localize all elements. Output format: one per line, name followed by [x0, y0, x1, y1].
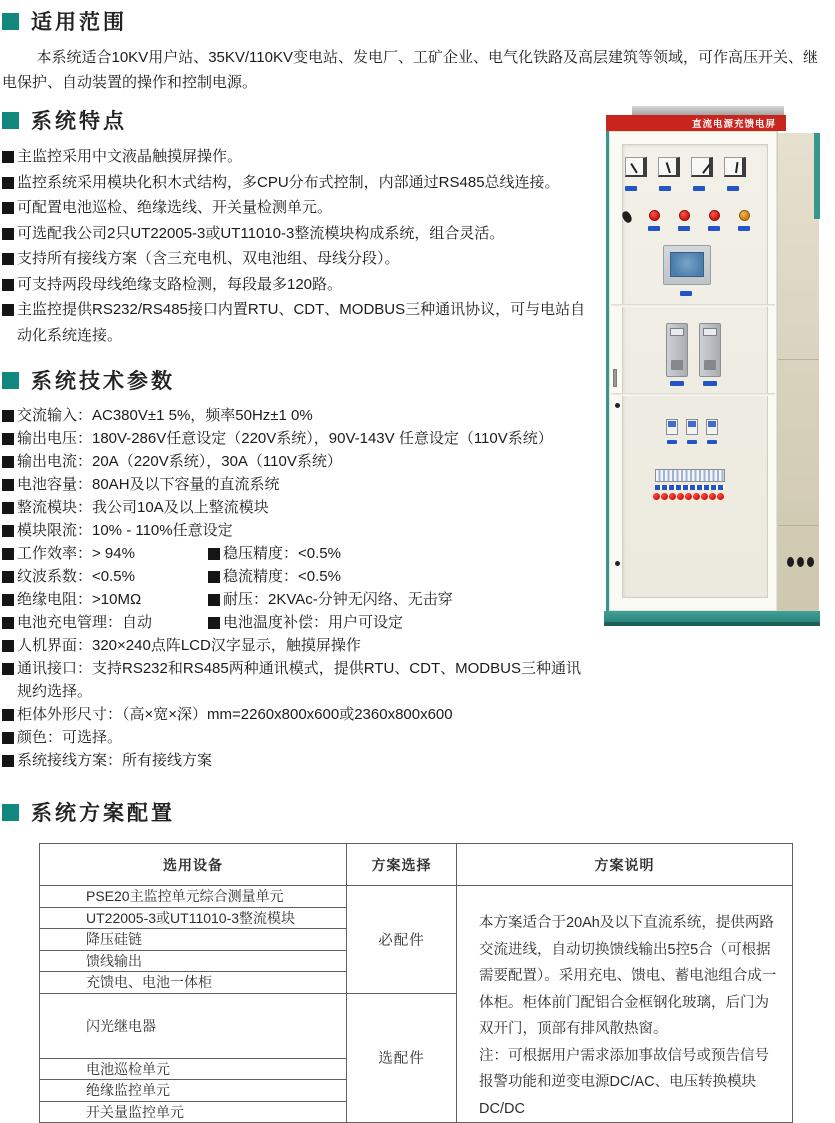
section-features-header — [2, 105, 592, 135]
config-table — [39, 843, 793, 1123]
module-labels — [670, 381, 717, 386]
spec-row: 柜体外形尺寸：（高×宽×深）mm=2260x800x600或2360x800x600 — [2, 703, 592, 726]
section-marker-icon — [2, 804, 19, 821]
section-specs-title: 系统技术参数 — [31, 370, 175, 393]
indicator-lamp — [701, 493, 708, 500]
bullet-square-icon — [2, 663, 14, 675]
spec-row: 模块限流：10% - 110%任意设定 — [2, 519, 592, 542]
spec-row: 交流输入：AC380V±1 5%，频率50Hz±1 0% — [2, 404, 592, 427]
section-marker-icon — [2, 372, 19, 389]
indicator-button-red — [679, 210, 690, 221]
door-handle — [613, 369, 617, 387]
cabinet-image — [592, 105, 835, 647]
bullet-square-icon — [2, 433, 14, 445]
indicator-lamp — [717, 493, 724, 500]
cabinet-banner-text: 直流电源充馈电屏 — [691, 119, 776, 130]
feature-item: 支持所有接线方案（含三充电机、双电池组、母线分段）。 — [2, 246, 592, 272]
device-cell: 充馈电、电池一体柜 — [40, 972, 347, 994]
middle-columns — [2, 105, 823, 772]
spec-row: 纹波系数：<0.5% 稳流精度：<0.5% — [2, 565, 592, 588]
spec-row: 输出电压：180V-286V任意设定（220V系统），90V-143V 任意设定（110V系统） — [2, 427, 592, 450]
spec-row: 输出电流：20A（220V系统），30A（110V系统） — [2, 450, 592, 473]
indicator-lamp — [653, 493, 660, 500]
bullet-square-icon — [2, 304, 14, 316]
device-cell: PSE20主监控单元综合测量单元 — [40, 886, 347, 908]
bullet-square-icon — [2, 228, 14, 240]
description-cell — [457, 886, 793, 1123]
bullet-square-icon — [2, 456, 14, 468]
breaker-strip — [655, 469, 725, 482]
device-cell: 降压硅链 — [40, 929, 347, 951]
device-cell: 电池巡检单元 — [40, 1058, 347, 1080]
feature-item: 监控系统采用模块化积木式结构，多CPU分布式控制，内部通过RS485总线连接。 — [2, 170, 592, 196]
label-strip — [727, 186, 739, 191]
section-config-header — [2, 797, 823, 827]
circuit-breaker — [686, 419, 698, 435]
section-scope-title: 适用范围 — [31, 11, 127, 34]
breaker-strip-labels — [655, 485, 725, 490]
bullet-square-icon — [2, 177, 14, 189]
spec-row: 通讯接口：支持RS232和RS485两种通讯模式，提供RTU、CDT、MODBUS三种通讯规约选择。 — [2, 657, 592, 703]
label-strip — [667, 440, 677, 444]
spec-row: 绝缘电阻：>10MΩ 耐压：2KVAc-分钟无闪络、无击穿 — [2, 588, 592, 611]
bullet-square-icon — [2, 548, 14, 560]
indicator-button-red — [709, 210, 720, 221]
side-seam — [778, 359, 819, 360]
device-cell: UT22005-3或UT11010-3整流模块 — [40, 907, 347, 929]
indicator-lamp — [669, 493, 676, 500]
bullet-square-icon — [2, 571, 14, 583]
table-header-row — [40, 844, 793, 886]
group-cell-required: 必配件 — [347, 886, 457, 994]
feature-item: 可选配我公司2只UT22005-3或UT11010-3整流模块构成系统，组合灵活。 — [2, 221, 592, 247]
bullet-square-icon — [2, 732, 14, 744]
section-config-title: 系统方案配置 — [31, 802, 175, 825]
description-text: 本方案适合于20Ah及以下直流系统，提供两路交流进线，自动切换馈线输出5控5合（可根据需要配置）。采用充电、馈电、蓄电池组合成一体柜。柜体前门配铝合金框钢化玻璃，后门为双开门，顶部有排风散热窗。 — [479, 915, 777, 1037]
label-strip — [670, 381, 684, 386]
description-note: 注：可根据用户需求添加事故信号或预告信号报警功能和逆变电源DC/AC、电压转换模块DC/DC — [479, 1047, 769, 1117]
device-cell: 馈线输出 — [40, 950, 347, 972]
bullet-square-icon — [2, 253, 14, 265]
col-header-device: 选用设备 — [40, 844, 347, 886]
bullet-square-icon — [208, 548, 220, 560]
bullet-square-icon — [2, 709, 14, 721]
bullet-square-icon — [2, 594, 14, 606]
feature-item: 可配置电池巡检、绝缘选线、开关量检测单元。 — [2, 195, 592, 221]
analog-meter — [625, 157, 647, 177]
label-strip — [687, 440, 697, 444]
side-seam — [778, 525, 819, 526]
touchscreen-panel — [663, 245, 711, 285]
indicator-lamp-row — [653, 493, 724, 500]
bullet-square-icon — [2, 502, 14, 514]
indicator-button-red — [649, 210, 660, 221]
spec-row: 整流模块：我公司10A及以上整流模块 — [2, 496, 592, 519]
indicator-button-amber — [739, 210, 750, 221]
bullet-square-icon — [208, 571, 220, 583]
button-labels — [648, 226, 750, 231]
section-specs — [2, 365, 592, 772]
bullet-square-icon — [2, 479, 14, 491]
section-scope — [2, 6, 823, 95]
col-header-description: 方案说明 — [457, 844, 793, 886]
cabinet-side-panel — [778, 133, 819, 611]
bullet-square-icon — [2, 617, 14, 629]
feature-item: 可支持两段母线绝缘支路检测，每段最多120路。 — [2, 272, 592, 298]
product-photo — [592, 105, 835, 647]
bullet-square-icon — [2, 525, 14, 537]
indicator-lamp — [661, 493, 668, 500]
rectifier-module — [666, 323, 688, 377]
section-scope-header — [2, 6, 823, 36]
table-row — [40, 886, 793, 908]
spec-row: 颜色：可选择。 — [2, 726, 592, 749]
section-features-title: 系统特点 — [31, 110, 127, 133]
section-features — [2, 105, 592, 348]
label-strip — [680, 291, 692, 296]
bullet-square-icon — [2, 755, 14, 767]
indicator-lamp — [693, 493, 700, 500]
text-column — [2, 105, 592, 772]
meter-labels — [625, 186, 739, 191]
meter-row — [625, 157, 746, 177]
device-cell: 开关量监控单元 — [40, 1101, 347, 1123]
cabinet-banner — [606, 115, 786, 131]
door-lock — [615, 403, 620, 408]
feature-item: 主监控提供RS232/RS485接口内置RTU、CDT、MODBUS三种通讯协议，可与电站自动化系统连接。 — [2, 297, 592, 348]
cable-holes — [787, 557, 814, 567]
rectifier-module — [699, 323, 721, 377]
label-strip — [648, 226, 660, 231]
bullet-square-icon — [2, 151, 14, 163]
spec-row: 人机界面：320×240点阵LCD汉字显示，触摸屏操作 — [2, 634, 592, 657]
label-strip — [703, 381, 717, 386]
spec-row: 工作效率：> 94% 稳压精度：<0.5% — [2, 542, 592, 565]
breaker-labels — [667, 440, 717, 444]
panel-seam — [611, 393, 775, 396]
label-strip — [678, 226, 690, 231]
door-lock — [615, 561, 620, 566]
cabinet-rear-edge — [814, 133, 820, 219]
group-cell-optional: 选配件 — [347, 993, 457, 1123]
device-cell: 绝缘监控单元 — [40, 1080, 347, 1102]
feature-item: 主监控采用中文液晶触摸屏操作。 — [2, 144, 592, 170]
bullet-square-icon — [2, 279, 14, 291]
label-strip — [693, 186, 705, 191]
section-marker-icon — [2, 13, 19, 30]
bullet-square-icon — [2, 202, 14, 214]
analog-meter — [658, 157, 680, 177]
analog-meter — [724, 157, 746, 177]
bullet-square-icon — [2, 410, 14, 422]
label-strip — [625, 186, 637, 191]
panel-seam — [611, 304, 775, 307]
circuit-breaker — [706, 419, 718, 435]
analog-meter — [691, 157, 713, 177]
spec-row: 电池充电管理：自动 电池温度补偿：用户可设定 — [2, 611, 592, 634]
bullet-square-icon — [208, 594, 220, 606]
section-specs-header — [2, 365, 592, 395]
indicator-lamp — [709, 493, 716, 500]
label-strip — [659, 186, 671, 191]
label-strip — [708, 226, 720, 231]
col-header-choice: 方案选择 — [347, 844, 457, 886]
section-marker-icon — [2, 112, 19, 129]
spec-row: 系统接线方案：所有接线方案 — [2, 749, 592, 772]
lcd-screen — [670, 252, 704, 277]
indicator-lamp — [685, 493, 692, 500]
section-config — [2, 797, 823, 1123]
circuit-breaker — [666, 419, 678, 435]
indicator-lamp — [677, 493, 684, 500]
bullet-square-icon — [208, 617, 220, 629]
scope-paragraph: 本系统适合10KV用户站、35KV/110KV变电站、发电厂、工矿企业、电气化铁路及高层建筑等领域，可作高压开关、继电保护、自动装置的操作和控制电源。 — [2, 49, 818, 91]
spec-row: 电池容量：80AH及以下容量的直流系统 — [2, 473, 592, 496]
label-strip — [738, 226, 750, 231]
label-strip — [707, 440, 717, 444]
bullet-square-icon — [2, 640, 14, 652]
device-cell: 闪光继电器 — [40, 993, 347, 1058]
cabinet-base — [604, 611, 820, 626]
cabinet-front-door — [606, 131, 778, 611]
